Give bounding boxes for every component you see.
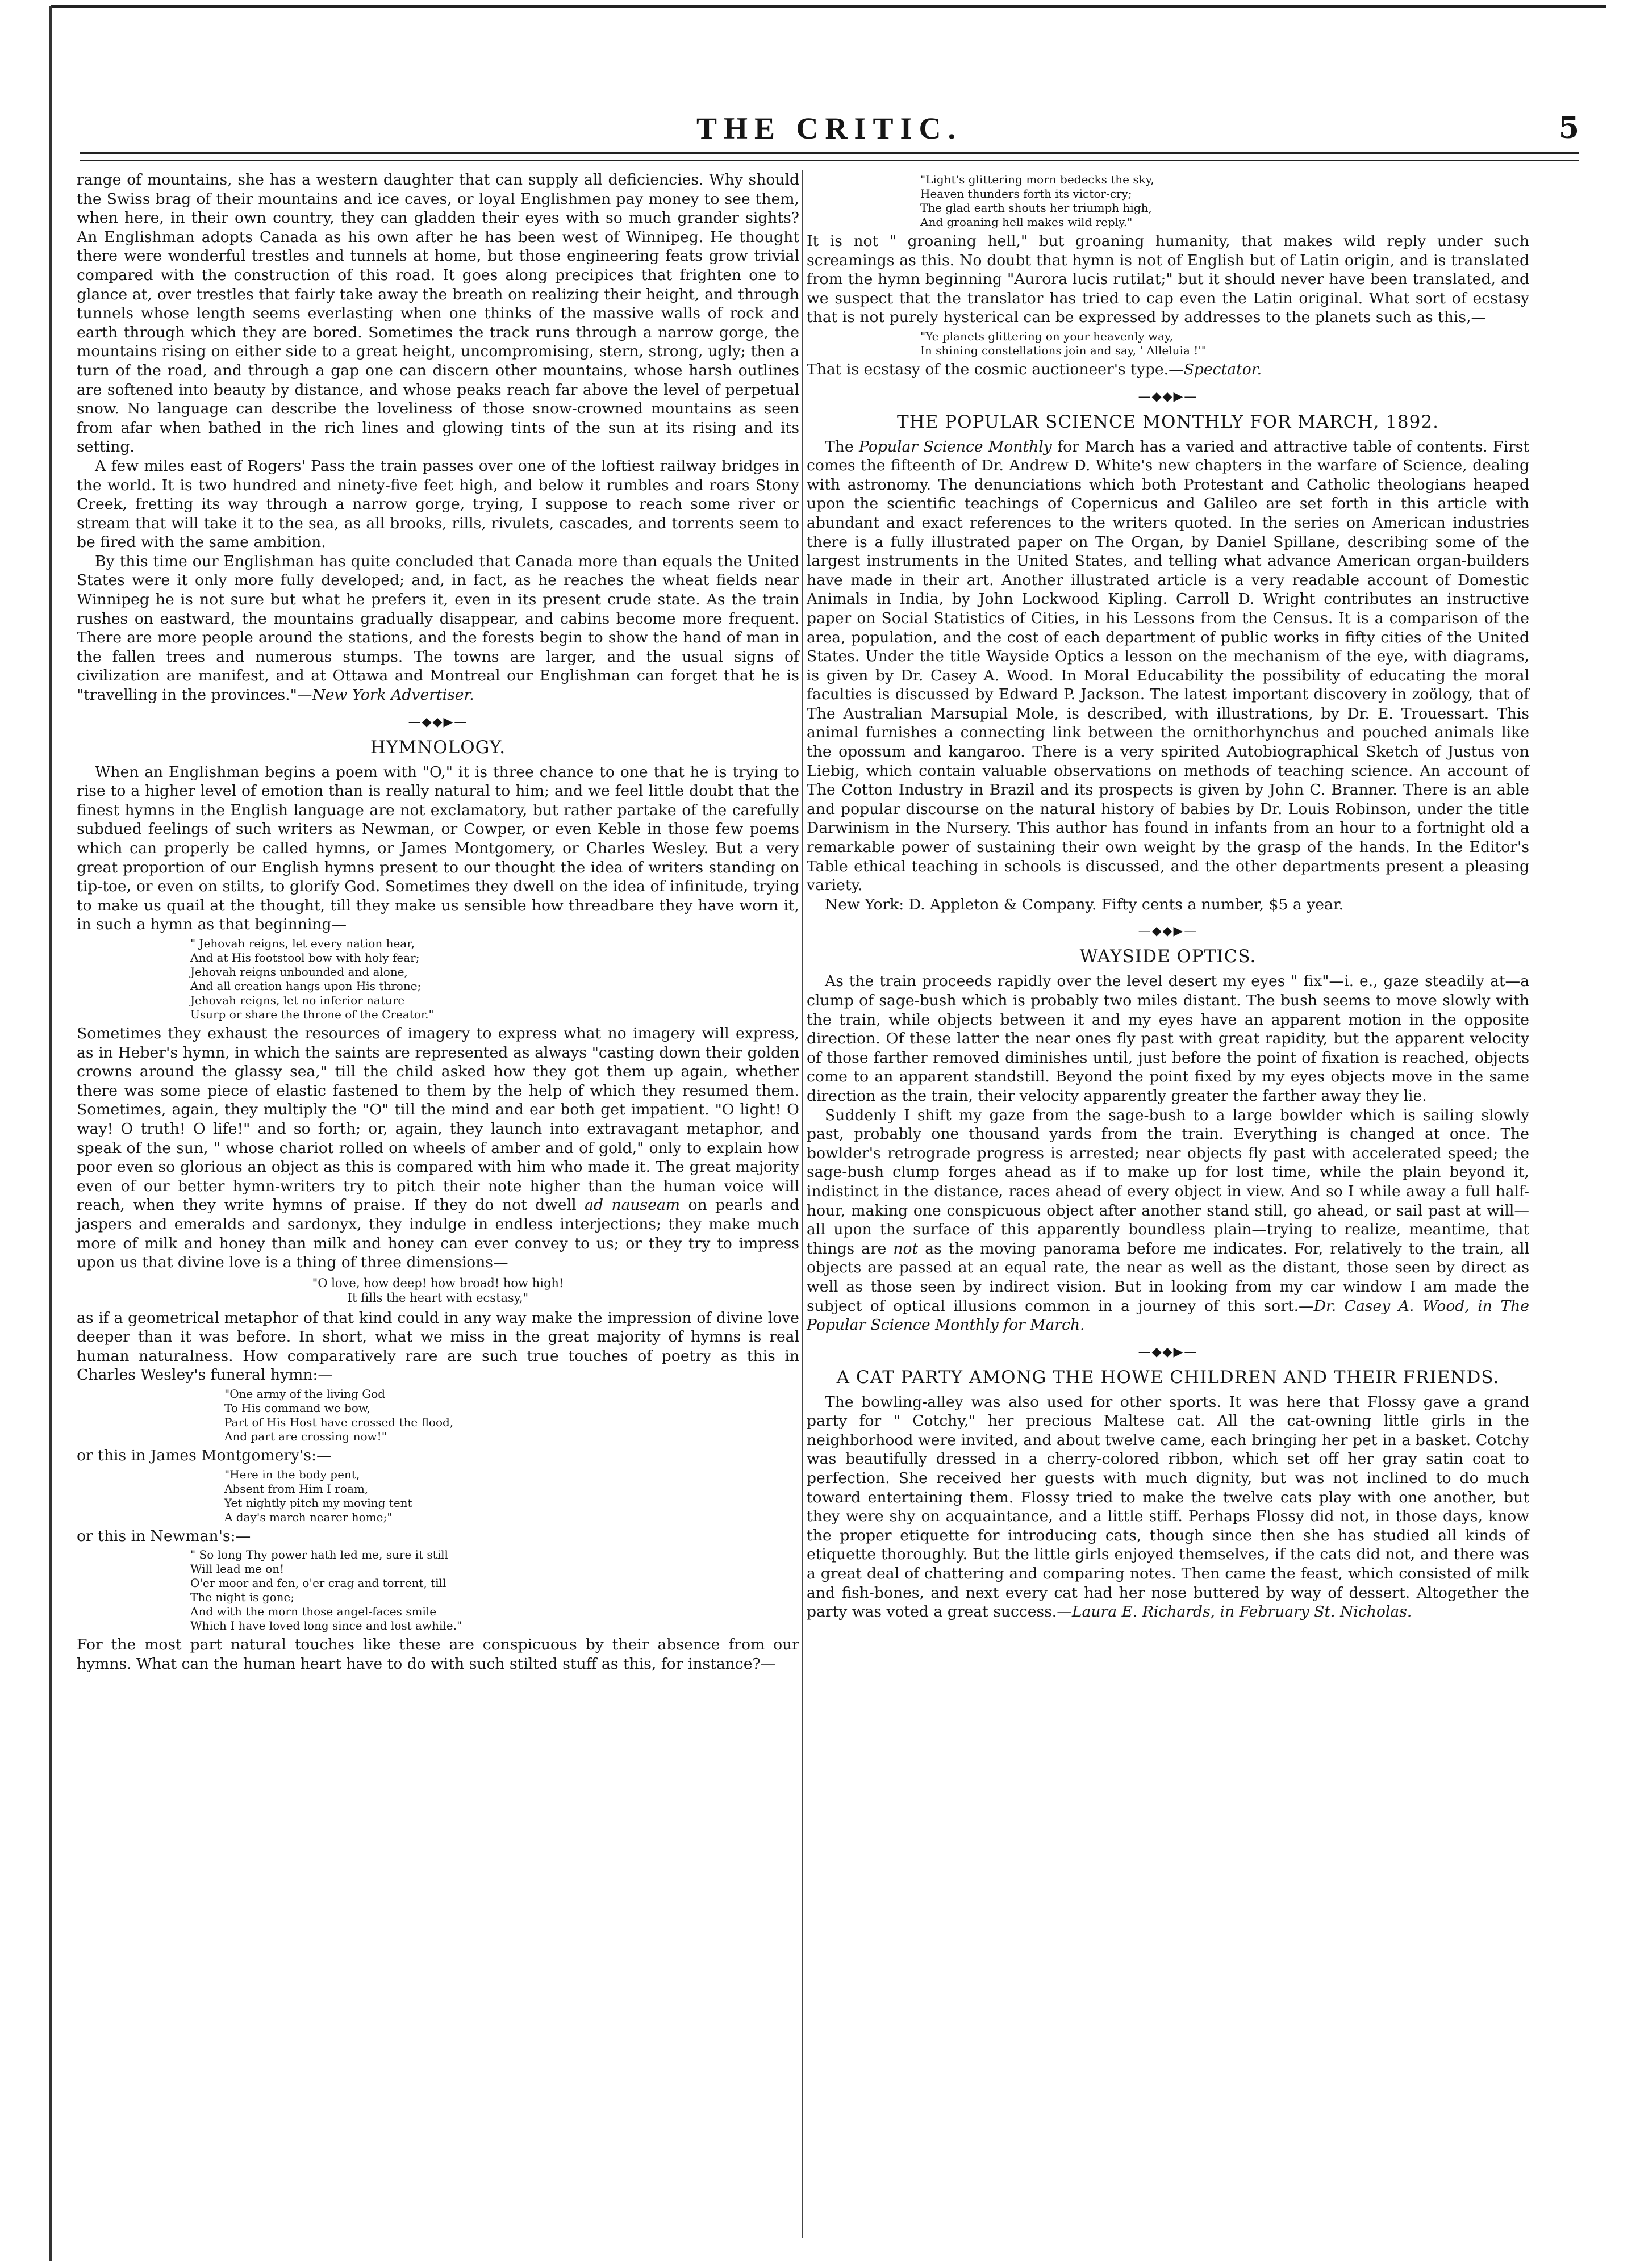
source-attribution: Dr. Casey A. Wood, in The Popular Science Monthly for March. [807, 1297, 1529, 1334]
source-attribution: New York Advertiser. [312, 686, 474, 704]
right-column [807, 170, 1529, 1622]
source-attribution: Spectator. [1183, 360, 1262, 378]
section-ornament: —◆◆▶— [1138, 924, 1198, 939]
masthead-title: THE CRITIC. [696, 111, 963, 145]
top-border-rule [51, 5, 1606, 8]
article-paragraph: A few miles east of Rogers' Pass the train passes over one of the loftiest railway bridges in the world. It is two hundred and ninety-five feet high, and below it rumbles and roars Stony Creek, fretting its way through a narrow gorge, trying, I suppose to reach some river or stream that will take it to the sea, as all brooks, rills, rivulets, cascades, and torrents seem to be fired with the same ambition. [77, 457, 799, 552]
article-paragraph [807, 1106, 1529, 1335]
section-title-popular-science: THE POPULAR SCIENCE MONTHLY FOR MARCH, 1892. [897, 411, 1439, 432]
poem-quote: " Jehovah reigns, let every nation hear, And at His footstool bow with holy fear; Jehovah reigns unbounded and alone, And all creation hangs upon His throne; Jehovah reigns, let no inferior nature Usurp or share the throne of the Creator." [190, 936, 434, 1021]
poem-quote: "Light's glittering morn bedecks the sky, Heaven thunders forth its victor-cry; The glad earth shouts her triumph high, And groaning hell makes wild reply." [920, 173, 1154, 229]
article-paragraph: It is not " groaning hell," but groaning humanity, that makes wild reply under such screamings as this. No doubt that hymn is not of English but of Latin origin, and is translated from the hymn beginning "Aurora lucis rutilat;" but it should never have been translated, and we suspect that the translator has tried to cap even the Latin original. What sort of ecstasy that is not purely hysterical can be expressed by addresses to the planets such as this,— [807, 232, 1529, 327]
article-paragraph: as if a geometrical metaphor of that kind could in any way make the impression of divine love deeper than it was before. In short, what we miss in the great majority of hymns is real human naturalness. How comparatively rare are such true touches of poetry as this in Charles Wesley's funeral hymn:— [77, 1309, 799, 1384]
paragraph-text: for March has a varied and attractive table of contents. First comes the fifteenth of Dr. Andrew D. White's new chapters in the warfare of Science, dealing with astronomy. The denunciations which both Protestant and Catholic theologians heaped upon the scientific teachings of Copernicus and Galileo are set forth in this article with abundant and exact references to the writers quoted. In the series on American industries there is a fully illustrated paper on The Organ, by Daniel Spillane, describing some of the largest instruments in the United States, and telling what advance American organ-builders have made in their art. Another illustrated article is a very readable account of Domestic Animals in India, by John Lockwood Kipling. Carroll D. Wright contributes an instructive paper on Social Statistics of Cities, in his Lessons from the Census. It is a comparison of the area, population, and the cost of each department of public works in fifty cities of the United States. Under the title Wayside Optics a lesson on the mechanism of the eye, with diagrams, is given by Dr. Casey A. Wood. In Moral Educability the possibility of educating the moral faculties is discussed by Edward P. Jackson. The latest important discovery in zoölogy, that of The Australian Marsupial Mole, is described, with illustrations, by Dr. E. Trouessart. This animal furnishes a connecting link between the ornithorhynchus and pouched animals like the opossum and kangaroo. There is a very spirited Autobiographical Sketch of Justus von Liebig, which contain valuable observations on methods of teaching science. An account of The Cotton Industry in Brazil and its prospects is given by John C. Branner. There is an able and popular discourse on the natural history of babies by Dr. Louis Robinson, under the title Darwinism in the Nursery. This author has found in infants from an hour to a fortnight old a remarkable power of sustaining their own weight by the grasp of the hands. In the Editor's Table ethical teaching in schools is discussed, and the other departments present a pleasing variety. [807, 437, 1529, 895]
source-attribution: Laura E. Richards, in February St. Nicholas. [1071, 1603, 1412, 1621]
page-header [80, 111, 1579, 151]
article-paragraph: For the most part natural touches like these are conspicuous by their absence from our hymns. What can the human heart have to do with such stilted stuff as this, for instance?— [77, 1636, 799, 1673]
poem-quote: "Here in the body pent, Absent from Him I roam, Yet nightly pitch my moving tent A day's march nearer home;" [224, 1467, 412, 1524]
paragraph-text: By this time our Englishman has quite concluded that Canada more than equals the United States were it only more fully developed; and, in fact, as he reaches the wheat fields near Winnipeg he is not sure but what he prefers it, even in its present crude state. As the train rushes on eastward, the mountains gradually disappear, and cabins become more frequent. There are more people around the stations, and the forests begin to show the hand of man in the fallen trees and numerous stumps. The towns are larger, and the usual signs of civilization are manifest, and at Ottawa and Montreal our Englishman can forget that he is "travelling in the provinces."— [77, 552, 799, 704]
poem-quote: "One army of the living God To His command we bow, Part of His Host have crossed the flood, And part are crossing now!" [224, 1387, 454, 1444]
section-title-hymnology: HYMNOLOGY. [370, 737, 506, 758]
paragraph-text: Sometimes they exhaust the resources of imagery to express what no imagery will express, as in Heber's hymn, in which the saints are represented as always "casting down their golden crowns around the glassy sea," till the child asked how they got them up again, whether there was some piece of elastic fastened to them by the help of which they resumed them. Sometimes, again, they multiply the "O" till the mind and ear both get impatient. "O light! O way! O truth! O life!" and so forth; or, again, they launch into extravagant metaphor, and speak of the sun, " whose chariot rolled on wheels of amber and of gold," only to explain how poor even so glorious an object as this is compared with him who made it. The great majority even of our better hymn-writers try to pitch their note higher than the human voice will reach, when they write hymns of praise. If they do not dwell [77, 1024, 799, 1214]
article-paragraph: or this in Newman's:— [77, 1527, 251, 1545]
article-paragraph: New York: D. Appleton & Company. Fifty cents a number, $5 a year. [825, 895, 1344, 913]
article-paragraph: When an Englishman begins a poem with "O," it is three chance to one that he is trying to rise to a higher level of emotion than is really natural to him; and we feel little doubt that the finest hymns in the English language are not exclamatory, but rather partake of the carefully subdued feelings of such writers as Newman, or Cowper, or even Keble in those few poems which can properly be called hymns, or James Montgomery, or Charles Wesley. But a very great proportion of our English hymns present to our thought the idea of writers standing on tip-toe, or even on stilts, to glorify God. Sometimes they dwell on the idea of infinitude, trying to make us quail at the thought, till they make us sensible how threadbare they have worn it, in such a hymn as that beginning— [77, 763, 799, 934]
left-column [77, 170, 799, 1673]
article-paragraph: range of mountains, she has a western daughter that can supply all deficiencies. Why should the Swiss brag of their mountains and ice caves, or loyal Englishmen pay money to see them, when here, in their own country, they can gladden their eyes with so much grander sights? An Englishman adopts Canada as his own after he has been west of Winnipeg. He thought there were wonderful trestles and tunnels at home, but those engineering feats grow trivial compared with the construction of this road. It goes along precipices that frighten one to glance at, over trestles that fairly take away the breath on realizing their height, and through tunnels whose length seems everlasting when one thinks of the massive walls of rock and earth through which they are bored. Sometimes the track runs through a narrow gorge, the mountains rising on either side to a great height, uncompromising, stern, strong, ugly; then a turn of the road, and through a gap one can discern other mountains, whose harsh outlines are softened into beauty by distance, and whose peaks reach far above the level of perpetual snow. No language can describe the loveliness of those snow-crowned mountains as seen from afar when bathed in the rich lines and glowing tints of the sun at its rising and its setting. [77, 171, 799, 456]
poem-quote: " So long Thy power hath led me, sure it still Will lead me on! O'er moor and fen, o'er crag and torrent, till The night is gone; And with the morn those angel-faces smile Which I have loved long since and lost awhile." [190, 1548, 462, 1633]
left-binding-rule [49, 6, 52, 2261]
section-title-cat-party: A CAT PARTY AMONG THE HOWE CHILDREN AND THEIR FRIENDS. [836, 1367, 1500, 1388]
poem-quote: "Ye planets glittering on your heavenly way, In shining constellations join and say, ' Alleluia !'" [920, 329, 1207, 357]
paragraph-text: The bowling-alley was also used for other sports. It was here that Flossy gave a grand party for " Cotchy," her precious Maltese cat. All the cat-owning little girls in the neighborhood were invited, and about twelve came, each bringing her pet in a basket. Cotchy was beautifully dressed in a cherry-colored ribbon, which set off her gray satin coat to perfection. She received her guests with much dignity, but was not inclined to do much toward entertaining them. Flossy tried to make the twelve cats play with one another, but they were shy on acquaintance, and a little stiff. Perhaps Flossy did not, in those days, know the proper etiquette for introducing cats, though since then she has studied all kinds of etiquette thoroughly. But the little girls enjoyed themselves, if the cats did not, and there was a great deal of chattering and comparing notes. Then came the feast, which consisted of milk and fish-bones, and next every cat had her nose buttered by way of dessert. Altogether the party was voted a great success.— [807, 1393, 1529, 1621]
section-ornament: —◆◆▶— [408, 715, 468, 729]
article-paragraph [807, 360, 1529, 379]
header-rule [80, 152, 1579, 161]
paragraph-text: Suddenly I shift my gaze from the sage-bush to a large bowlder which is sailing slowly past, probably one thousand yards from the train. Everything is changed at once. The bowlder's retrograde progress is arrested; near objects fly past with accelerated speed; the sage-bush clump forges ahead as if to make up for lost time, while the plain beyond it, indistinct in the distance, races ahead of every object in view. And so I while away a full half-hour, making one conspicuous object after another stand still, go ahead, or sail past at will—all upon the surface of this apparently boundless plain—trying to realize, meantime, that things are [807, 1106, 1529, 1258]
article-paragraph [77, 1024, 799, 1272]
italic-phrase: ad nauseam [585, 1196, 681, 1214]
column-divider [802, 170, 803, 2238]
paragraph-text: on pearls and jaspers and emeralds and sardonyx, they indulge in endless interjections; they make much more of milk and honey than milk and honey can ever convey to us; or they try to impress upon us that divine love is a thing of three dimensions— [77, 1196, 799, 1272]
italic-phrase: Popular Science Monthly [859, 437, 1052, 456]
italic-phrase: not [893, 1239, 919, 1258]
article-paragraph: As the train proceeds rapidly over the level desert my eyes " fix"—i. e., gaze steadily at—a clump of sage-bush which is probably two miles distant. The bush seems to move slowly with the train, while objects between it and my eyes have an apparent motion in the opposite direction. Of these latter the near ones fly past with great rapidity, but the apparent velocity of those farther removed diminishes until, just before the point of fixation is reached, objects come to an apparent standstill. Beyond the point fixed by my eyes objects move in the same direction as the train, their velocity apparently greater the farther away they lie. [807, 972, 1529, 1105]
section-title-wayside-optics: WAYSIDE OPTICS. [1079, 946, 1257, 967]
section-ornament: —◆◆▶— [1138, 389, 1198, 404]
article-paragraph [807, 1393, 1529, 1622]
paragraph-text: The [825, 437, 859, 456]
paragraph-text: as the moving panorama before me indicates. For, relatively to the train, all objects are passed at an equal rate, the near as well as the distant, those seen by direct as well as those seen by indirect vision. But in looking from my car window I am made the subject of optical illusions common in a journey of this sort.— [807, 1239, 1529, 1315]
article-paragraph [807, 437, 1529, 895]
poem-quote: "O love, how deep! how broad! how high! It fills the heart with ecstasy," [312, 1276, 564, 1305]
article-paragraph [77, 552, 799, 705]
article-paragraph: or this in James Montgomery's:— [77, 1447, 332, 1465]
section-ornament: —◆◆▶— [1138, 1344, 1198, 1359]
paragraph-text: That is ecstasy of the cosmic auctioneer's type.— [807, 360, 1184, 378]
page-number: 5 [1558, 111, 1579, 145]
